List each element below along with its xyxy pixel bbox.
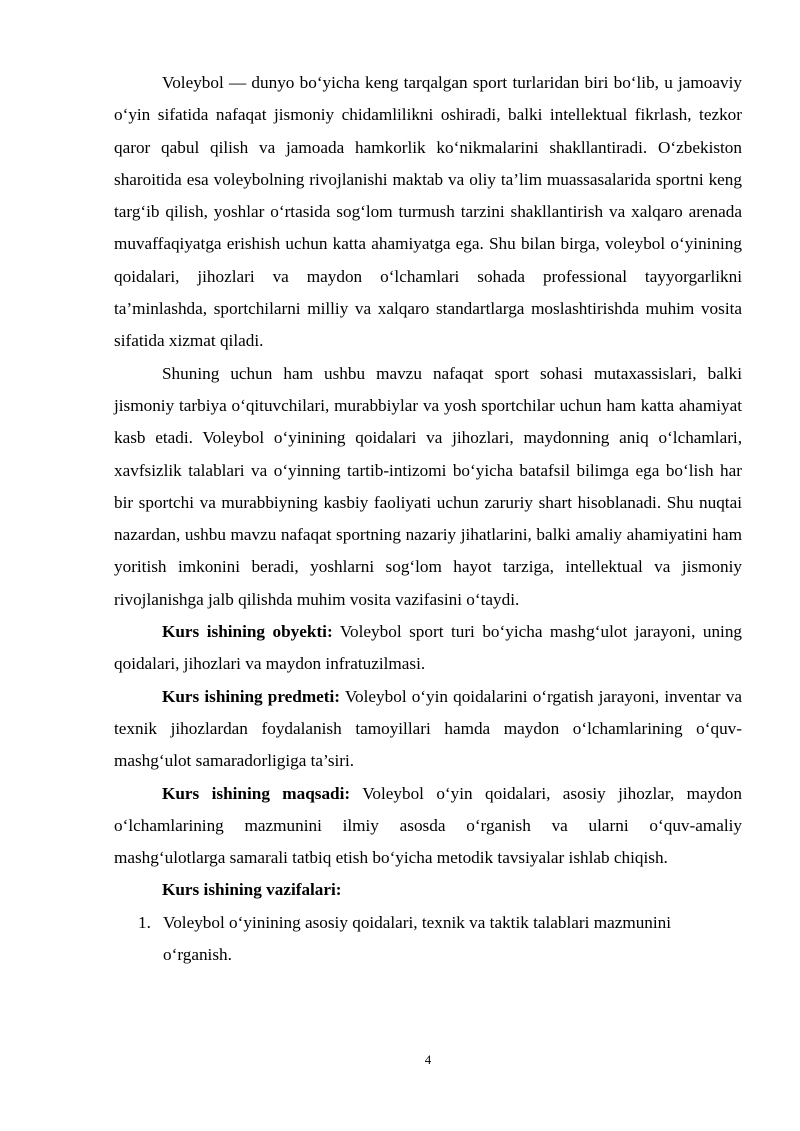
tasks-list: [114, 907, 742, 972]
object-paragraph: [114, 616, 742, 681]
subject-label: Kurs ishining predmeti:: [162, 686, 341, 706]
aim-label: Kurs ishining maqsadi:: [162, 783, 351, 803]
aim-text: Voleybol o‘yin qoidalari, asosiy jihozlar, maydon o‘lchamlarining mazmunini ilmiy asosda o‘rganish va ularni o‘quv-amaliy mashg‘ulotlarga samarali tatbiq etish bo‘yicha metodik tavsiyalar ishlab chiqish.: [114, 783, 742, 868]
document-body: [114, 67, 742, 971]
aim-paragraph: [114, 778, 742, 875]
object-text: Voleybol sport turi bo‘yicha mashg‘ulot jarayoni, uning qoidalari, jihozlari va maydon infratuzilmasi.: [114, 622, 743, 674]
object-label: Kurs ishining obyekti:: [162, 622, 333, 642]
subject-text: Voleybol o‘yin qoidalarini o‘rgatish jarayoni, inventar va texnik jihozlardan foydalanish tamoyillari hamda maydon o‘lchamlarining o‘quv-mashg‘ulot samaradorligiga ta’siri.: [114, 686, 742, 771]
tasks-label: Kurs ishining vazifalari:: [162, 880, 342, 900]
list-item-text: Voleybol o‘yinining asosiy qoidalari, texnik va taktik talablari mazmunini o‘rganish.: [163, 912, 672, 965]
page-number: 4: [424, 1052, 432, 1067]
list-item-number: 1.: [138, 912, 151, 932]
subject-paragraph: [114, 681, 742, 778]
tasks-heading: [114, 874, 742, 906]
list-item: [114, 907, 723, 972]
intro-paragraph: Voleybol — dunyo bo‘yicha keng tarqalgan sport turlaridan biri bo‘lib, u jamoaviy o‘yin sifatida nafaqat jismoniy chidamlilikni oshiradi, balki intellektual fikrlash, tezkor qaror qabul qilish va jamoada hamkorlik ko‘nikmalarini shakllantiradi. O‘zbekiston sharoitida esa voleybolning rivojlanishi maktab va oliy ta’lim muassasalarida sportni keng targ‘ib qilish, yoshlar o‘rtasida sog‘lom turmush tarzini shakllantirish va xalqaro arenada muvaffaqiyatga erishish uchun katta ahamiyatga ega. Shu bilan birga, voleybol o‘yinining qoidalari, jihozlari va maydon o‘lchamlari sohada professional tayyorgarlikni ta’minlashda, sportchilarni milliy va xalqaro standartlarga moslashtirishda muhim vosita sifatida xizmat qiladi.: [114, 73, 742, 351]
relevance-paragraph: Shuning uchun ham ushbu mavzu nafaqat sport sohasi mutaxassislari, balki jismoniy tarbiya o‘qituvchilari, murabbiylar va yosh sportchilar uchun ham katta ahamiyat kasb etadi. Voleybol o‘yinining qoidalari va jihozlari, maydonning aniq o‘lchamlari, xavfsizlik talablari va o‘yinning tartib-intizomi bo‘yicha batafsil bilimga ega bo‘lish har bir sportchi va murabbiyning kasbiy faoliyati uchun zaruriy shart hisoblanadi. Shu nuqtai nazardan, ushbu mavzu nafaqat sportning nazariy jihatlarini, balki amaliy ahamiyatini ham yoritish imkonini beradi, yoshlarni sog‘lom hayot tarziga, intellektual va jismoniy rivojlanishga jalb qilishda muhim vosita vazifasini o‘taydi.: [114, 363, 742, 609]
